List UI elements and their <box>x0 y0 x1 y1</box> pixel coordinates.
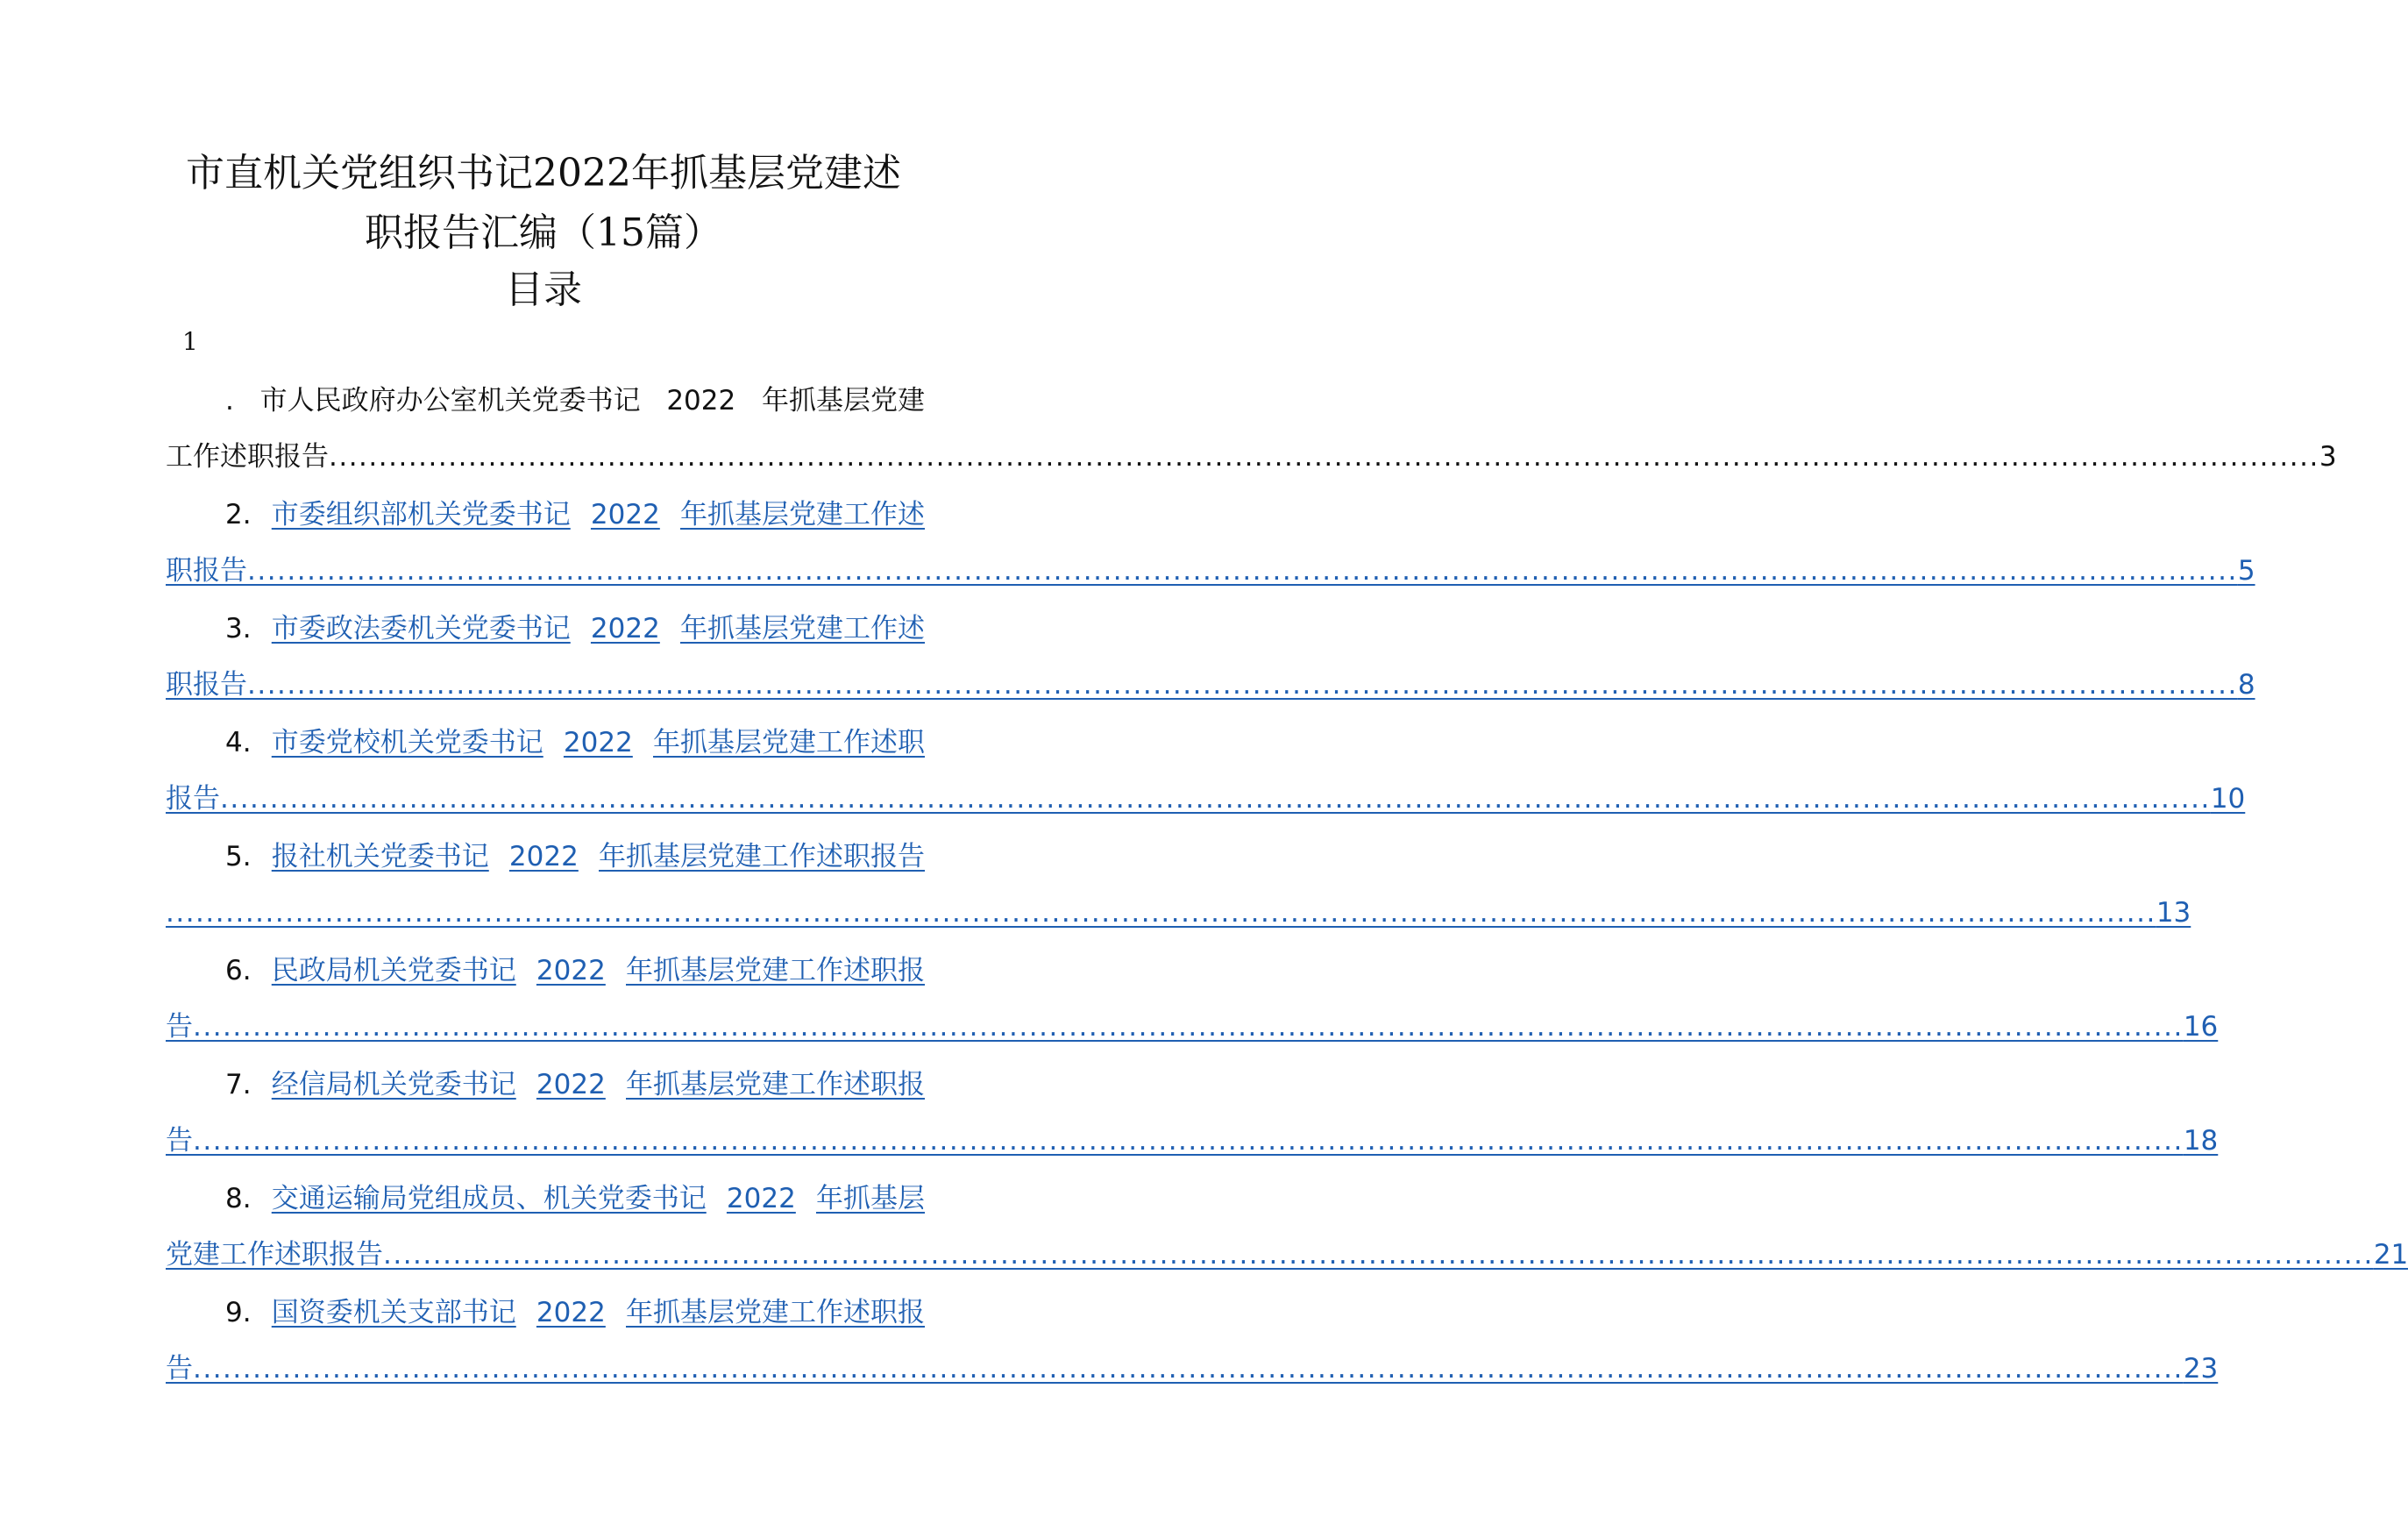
toc-dot-leader: ........................................................................................................................................................................................................ <box>247 555 2238 587</box>
toc-entry-title-end[interactable]: 职报告 <box>166 669 247 701</box>
toc-entry[interactable] <box>166 1177 2408 1291</box>
toc-dot-leader: ........................................................................................................................................................................................................ <box>193 1125 2184 1157</box>
toc-entry-title-part[interactable]: 年抓基层党建工作述职 <box>653 727 925 758</box>
toc-entry-title-end[interactable]: 告 <box>166 1125 193 1157</box>
toc-entry-line-2[interactable] <box>166 549 2255 593</box>
toc-entry-line-1 <box>166 949 925 993</box>
toc-entry-title-part[interactable]: 年抓基层党建工作述职报 <box>626 955 925 986</box>
toc-entry-title-end[interactable]: 报告 <box>166 783 220 815</box>
toc-entry-title-end: 工作述职报告 <box>166 441 329 473</box>
toc-dot-leader: ........................................................................................................................................................................................................ <box>166 897 2156 929</box>
toc-entry-title-part[interactable]: 民政局机关党委书记 <box>271 955 516 986</box>
toc-page-number[interactable]: 8 <box>2237 669 2255 701</box>
toc-entry-line-1 <box>166 493 925 537</box>
toc-page-number[interactable]: 18 <box>2183 1125 2219 1157</box>
toc-entry-number: 3. <box>225 613 252 644</box>
title-text-a: 市直机关党组织书记 <box>186 151 533 196</box>
toc-entry[interactable] <box>166 949 2219 1063</box>
toc-entry[interactable] <box>166 1063 2219 1177</box>
toc-entry[interactable] <box>166 835 2191 949</box>
toc-entry-title-part[interactable]: 报社机关党委书记 <box>271 841 489 872</box>
toc-entry-line-1 <box>166 1291 925 1335</box>
toc-entry-title-part[interactable]: 年抓基层党建工作述职报 <box>626 1069 925 1100</box>
toc-entry-line-2[interactable] <box>166 1119 2219 1163</box>
toc-entry-line-2[interactable] <box>166 663 2255 707</box>
toc-entry-title-part: 年抓基层党建 <box>761 385 925 417</box>
toc-entry-title-part[interactable]: 2022 <box>590 613 660 644</box>
toc-page-number[interactable]: 23 <box>2183 1353 2219 1385</box>
toc-entry-title-part[interactable]: 2022 <box>536 1297 606 1328</box>
toc-entry-title-part: 2022 <box>666 385 736 417</box>
toc-dot-leader: ........................................................................................................................................................................................................ <box>383 1239 2374 1271</box>
toc-entry-line-1 <box>166 607 925 651</box>
toc-dot-leader: ........................................................................................................................................................................................................ <box>329 441 2319 473</box>
toc-entry-title-part[interactable]: 交通运输局党组成员、机关党委书记 <box>271 1183 707 1214</box>
toc-entry-line-1 <box>166 1177 925 1221</box>
toc-entry-title-part: 市人民政府办公室机关党委书记 <box>259 385 641 417</box>
toc-dot-leader: ........................................................................................................................................................................................................ <box>193 1011 2184 1043</box>
toc-page-number: 3 <box>2319 441 2337 473</box>
toc-entry-line-2[interactable] <box>166 1005 2219 1049</box>
page-marker: 1 <box>182 327 198 356</box>
toc-entry-line-2[interactable] <box>166 891 2191 935</box>
toc-entry-number: 2. <box>225 499 252 530</box>
doc-title-line-1 <box>131 143 955 204</box>
toc-entry-line-2[interactable] <box>166 1347 2219 1391</box>
toc-entry-title-part[interactable]: 2022 <box>563 727 633 758</box>
toc-dot-leader: ........................................................................................................................................................................................................ <box>193 1353 2184 1385</box>
toc-entry[interactable] <box>166 493 2255 607</box>
table-of-contents <box>166 379 2408 1405</box>
toc-entry-title-part[interactable]: 年抓基层党建工作述职报告 <box>599 841 925 872</box>
toc-entry-line-1 <box>166 1063 925 1107</box>
toc-entry-line-2[interactable] <box>166 777 2246 821</box>
toc-entry[interactable] <box>166 1291 2219 1405</box>
toc-entry-number: 6. <box>225 955 252 986</box>
toc-entry-title-part[interactable]: 年抓基层 <box>816 1183 925 1214</box>
toc-entry-title-part[interactable]: 国资委机关支部书记 <box>271 1297 516 1328</box>
toc-entry-title-part[interactable]: 市委组织部机关党委书记 <box>271 499 571 530</box>
toc-page-number[interactable]: 10 <box>2210 783 2246 815</box>
toc-entry-title-end[interactable]: 告 <box>166 1353 193 1385</box>
toc-entry[interactable] <box>166 607 2255 721</box>
toc-entry-title-part[interactable]: 经信局机关党委书记 <box>271 1069 516 1100</box>
toc-page-number[interactable]: 21 <box>2373 1239 2408 1271</box>
toc-entry-title-part[interactable]: 年抓基层党建工作述职报 <box>626 1297 925 1328</box>
title-year: 2022 <box>533 151 631 196</box>
toc-entry-title-part[interactable]: 年抓基层党建工作述 <box>680 613 925 644</box>
toc-entry-number: 8. <box>225 1183 252 1214</box>
toc-page-number[interactable]: 16 <box>2183 1011 2219 1043</box>
toc-entry-number: 9. <box>225 1297 252 1328</box>
toc-entry-number: . <box>225 385 234 417</box>
toc-entry-title-end[interactable]: 党建工作述职报告 <box>166 1239 383 1271</box>
toc-entry <box>166 379 2337 493</box>
toc-entry-title-part[interactable]: 2022 <box>536 955 606 986</box>
title-text-b: 年抓基层党建述 <box>630 151 901 196</box>
toc-entry-line-1 <box>166 721 925 765</box>
toc-entry-line-2[interactable] <box>166 1233 2408 1277</box>
toc-entry-number: 5. <box>225 841 252 872</box>
toc-entry-line-1 <box>166 835 925 879</box>
toc-entry[interactable] <box>166 721 2246 835</box>
toc-entry-title-part[interactable]: 年抓基层党建工作述 <box>680 499 925 530</box>
toc-entry-title-part[interactable]: 2022 <box>508 841 579 872</box>
doc-title-line-2 <box>131 203 955 264</box>
toc-dot-leader: ........................................................................................................................................................................................................ <box>220 783 2211 815</box>
toc-page-number[interactable]: 13 <box>2156 897 2191 929</box>
toc-entry-number: 7. <box>225 1069 252 1100</box>
toc-entry-title-part[interactable]: 市委政法委机关党委书记 <box>271 613 571 644</box>
toc-entry-line-1 <box>166 379 925 423</box>
title-text-d: 篇） <box>645 210 722 255</box>
title-count: 15 <box>596 210 645 255</box>
toc-entry-title-part[interactable]: 市委党校机关党委书记 <box>271 727 543 758</box>
toc-entry-title-part[interactable]: 2022 <box>590 499 660 530</box>
toc-entry-title-part[interactable]: 2022 <box>726 1183 796 1214</box>
toc-entry-title-end[interactable]: 告 <box>166 1011 193 1043</box>
toc-entry-number: 4. <box>225 727 252 758</box>
toc-entry-line-2 <box>166 435 2337 479</box>
toc-heading: 目录 <box>505 267 582 312</box>
toc-entry-title-part[interactable]: 2022 <box>536 1069 606 1100</box>
toc-entry-title-end[interactable]: 职报告 <box>166 555 247 587</box>
toc-dot-leader: ........................................................................................................................................................................................................ <box>247 669 2238 701</box>
toc-page-number[interactable]: 5 <box>2237 555 2255 587</box>
title-text-c: 职报告汇编（ <box>365 210 596 255</box>
